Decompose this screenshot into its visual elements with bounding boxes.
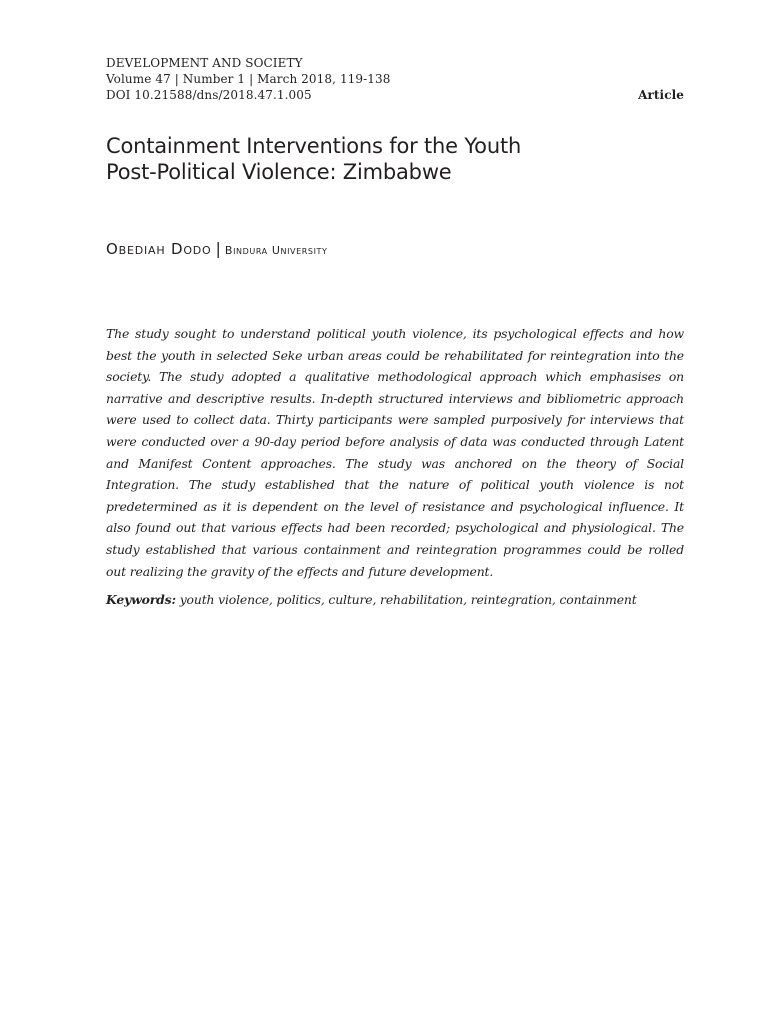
author-separator: |: [215, 239, 221, 258]
author-affiliation: Bindura University: [224, 244, 328, 257]
article-title-line-2: Post-Political Violence: Zimbabwe: [106, 160, 452, 184]
abstract-text: The study sought to understand political youth violence, its psychological effects and how best the youth in selected Seke urban areas could be rehabilitated for reintegration into the society. The study adopted a qualitative methodological approach which emphasises on narrative and descriptive results. In-depth structured interviews and bibliometric approach were used to collect data. Thirty participants were sampled purposively for interviews that were conducted over a 90-day period before analysis of data was conducted through Latent and Manifest Content approaches. The study was anchored on the theory of Social Integration. The study established that the nature of political youth violence is not predetermined as it is dependent on the level of resistance and psychological influence. It also found out that various effects had been recorded; psychological and physiological. The study established that various containment and reintegration programmes could be rolled out realizing the gravity of the effects and future development.: [106, 326, 684, 579]
journal-volume-line: Volume 47 | Number 1 | March 2018, 119-138: [106, 72, 391, 86]
journal-doi: DOI 10.21588/dns/2018.47.1.005: [106, 88, 312, 102]
journal-name: DEVELOPMENT AND SOCIETY: [106, 56, 303, 70]
keywords-list: youth violence, politics, culture, rehabilitation, reintegration, containment: [179, 592, 637, 607]
author-name: Obediah Dodo: [106, 240, 212, 258]
article-title-line-1: Containment Interventions for the Youth: [106, 134, 522, 158]
keywords-label: Keywords:: [106, 592, 176, 607]
author-byline: [106, 239, 328, 258]
article-title: [106, 133, 686, 185]
journal-header: [106, 55, 684, 103]
article-type-label: Article: [638, 88, 684, 102]
keywords: [106, 590, 684, 610]
